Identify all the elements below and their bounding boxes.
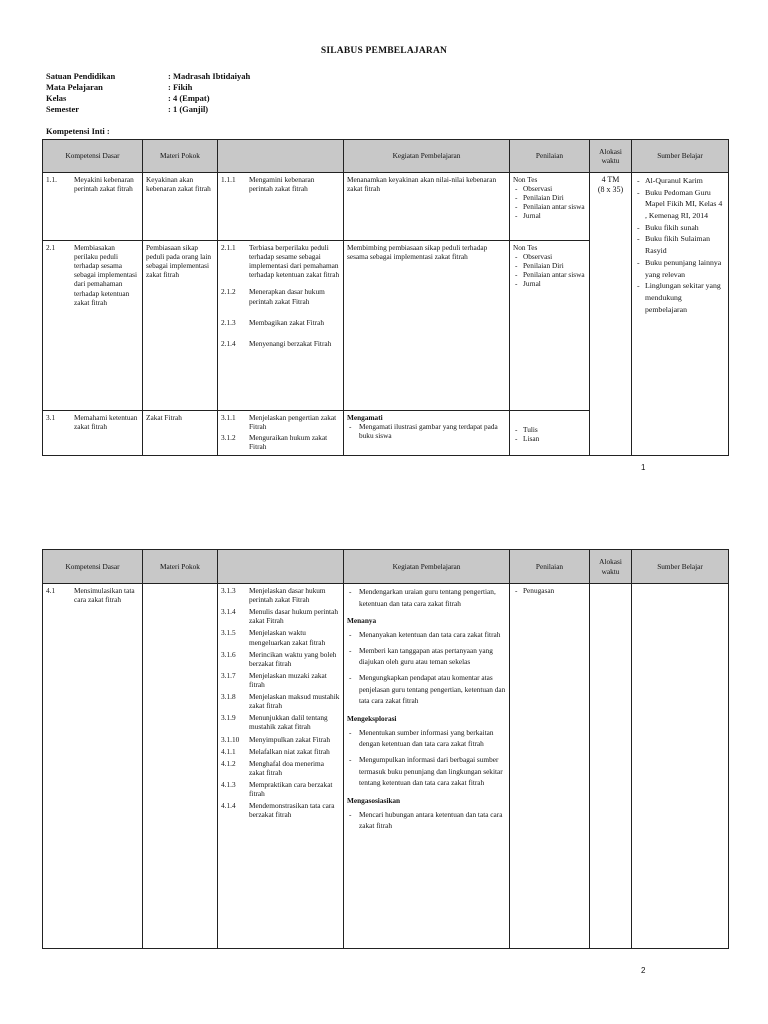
materi-cell bbox=[143, 584, 218, 949]
indikator-cell: 1.1.1 Mengamini kebenaran perintah zakat fitrah bbox=[218, 173, 344, 241]
table-row bbox=[43, 173, 729, 241]
page-number-2: 2 bbox=[641, 966, 646, 975]
sumber-item: - Al-Quranul Karim bbox=[635, 175, 725, 187]
materi-cell: Pembiasaan sikap peduli pada orang lain sebagai implementasi zakat fitrah bbox=[143, 241, 218, 411]
header-sumber: Sumber Belajar bbox=[632, 550, 729, 584]
sumber-cell bbox=[632, 584, 729, 949]
mengeksplorasi-heading: Mengeksplorasi bbox=[347, 714, 397, 724]
indikator-cell: 3.1.3 Menjelaskan dasar hukum perintah zakat Fitrah 3.1.4 Menulis dasar hukum perintah zakat Fitrah 3.1.5 Menjelaskan waktu mengeluarkan zakat fitrah 3.1.6 Merincikan waktu yang boleh berzakat fitrah 3.1.7 Menjelaskan muzaki zakat fitrah 3.1.8 Menjelaskan maksud mustahik zakat fitrah 3.1.9 Menunjukkan dalil tentang mustahik zakat fitrah 3.1.10 Menyimpulkan zakat Fitrah 4.1.1 Melafalkan niat zakat fitrah 4.1.2 Menghafal doa menerima zakat fitrah 4.1.3 Mempraktikan cara berzakat fitrah 4.1.4 Mendemonstrasikan tata cara berzakat fitrah bbox=[218, 584, 344, 949]
page-number-1: 1 bbox=[641, 463, 646, 472]
header-materi-pokok: Materi Pokok bbox=[143, 140, 218, 173]
penilaian-cell: - Penugasan bbox=[510, 584, 590, 949]
sumber-item: - Buku Pedoman Guru Mapel Fikih MI, Kelas 4 , Kemenag RI, 2014 bbox=[635, 187, 725, 222]
page-title: SILABUS PEMBELAJARAN bbox=[320, 46, 448, 56]
kegiatan-cell: Menanamkan keyakinan akan nilai-nilai kebenaran zakat fitrah bbox=[344, 173, 510, 241]
header-penilaian: Penilaian bbox=[510, 550, 590, 584]
sumber-item: - Linglungan sekitar yang mendukung pembelajaran bbox=[635, 280, 725, 315]
kd-cell: 2.1 Membiasakan perilaku peduli terhadap sesama sebagai implementasi dari pemahaman terhadap ketentuan zakat fitrah bbox=[43, 241, 143, 411]
menanya-heading: Menanya bbox=[347, 616, 377, 626]
header-kegiatan: Kegiatan Pembelajaran bbox=[344, 550, 510, 584]
indikator-cell: 3.1.1 Menjelaskan pengertian zakat Fitrah 3.1.2 Menguraikan hukum zakat Fitrah bbox=[218, 411, 344, 456]
header-penilaian: Penilaian bbox=[510, 140, 590, 173]
header-alokasi: Alokasi waktu bbox=[590, 550, 632, 584]
materi-cell: Zakat Fitrah bbox=[143, 411, 218, 456]
sumber-item: - Buku penunjang lainnya yang relevan bbox=[635, 257, 725, 280]
sumber-item: - Buku fikih sunah bbox=[635, 222, 725, 234]
syllabus-table-page2 bbox=[42, 549, 729, 949]
meta-satuan: Satuan Pendidikan : Madrasah Ibtidaiyah bbox=[46, 71, 251, 81]
header-indikator bbox=[218, 140, 344, 173]
alokasi-cell: 4 TM (8 x 35) bbox=[590, 173, 632, 456]
header-kompetensi-dasar: Kompetensi Dasar bbox=[43, 140, 143, 173]
indikator-cell: 2.1.1 Terbiasa berperilaku peduli terhadap sesame sebagai implementasi dari pemahaman terhadap ketentuan zakat fitrah 2.1.2 Menerapkan dasar hukum perintah zakat Fitrah 2.1.3 Membagikan zakat Fitrah 2.1.4 Menyenangi berzakat Fitrah bbox=[218, 241, 344, 411]
kegiatan-cell: Mengamati - Mengamati ilustrasi gambar yang terdapat pada buku siswa bbox=[344, 411, 510, 456]
table-header-row bbox=[43, 550, 729, 584]
penilaian-cell: - Tulis - Lisan bbox=[510, 411, 590, 456]
meta-mapel: Mata Pelajaran : Fikih bbox=[46, 82, 193, 92]
kegiatan-cell: - Mendengarkan uraian guru tentang pengertian, ketentuan dan tata cara zakat fitrah Menanya - Menanyakan ketentuan dan tata cara zakat fitrah - Memberi kan tanggapan atas pertanyaan yang diajukan oleh guru atau teman sekelas - Mengungkapkan pendapat atau komentar atas penjelasan guru tentang pengertian, ketentuan dan tata cara zakat fitrah Mengeksplorasi - Menentukan sumber informasi yang berkaitan dengan ketentuan dan tata cara zakat fitrah - Mengumpulkan informasi dari berbagai sumber termasuk buku penunjang dan lingkungan sekitar tentang ketentuan dan tata cara zakat fitrah Mengasosiasikan - Mencari hubungan antara ketentuan dan tata cara zakat fitrah bbox=[344, 584, 510, 949]
materi-cell: Keyakinan akan kebenaran zakat fitrah bbox=[143, 173, 218, 241]
header-kompetensi-dasar: Kompetensi Dasar bbox=[43, 550, 143, 584]
penilaian-cell: Non Tes - Observasi - Penilaian Diri - Penilaian antar siswa - Jurnal bbox=[510, 241, 590, 411]
penilaian-cell: Non Tes - Observasi - Penilaian Diri - Penilaian antar siswa - Jurnal bbox=[510, 173, 590, 241]
mengasosiasikan-heading: Mengasosiasikan bbox=[347, 796, 401, 806]
header-kegiatan: Kegiatan Pembelajaran bbox=[344, 140, 510, 173]
kd-cell: 3.1 Memahami ketentuan zakat fitrah bbox=[43, 411, 143, 456]
table-header-row bbox=[43, 140, 729, 173]
meta-semester: Semester : 1 (Ganjil) bbox=[46, 104, 209, 114]
kegiatan-cell: Membimbing pembiasaan sikap peduli terhadap sesama sebagai implementasi zakat fitrah bbox=[344, 241, 510, 411]
header-indikator bbox=[218, 550, 344, 584]
sumber-cell bbox=[632, 173, 729, 456]
meta-kelas: Kelas : 4 (Empat) bbox=[46, 93, 210, 103]
sumber-item: - Buku fikih Sulaiman Rasyid bbox=[635, 233, 725, 256]
header-alokasi: Alokasi waktu bbox=[590, 140, 632, 173]
table-row bbox=[43, 584, 729, 949]
kd-cell: 1.1. Meyakini kebenaran perintah zakat fitrah bbox=[43, 173, 143, 241]
kd-cell: 4.1 Mensimulasikan tata cara zakat fitrah bbox=[43, 584, 143, 949]
header-materi-pokok: Materi Pokok bbox=[143, 550, 218, 584]
alokasi-cell bbox=[590, 584, 632, 949]
kompetensi-inti-label: Kompetensi Inti : bbox=[46, 126, 110, 136]
header-sumber: Sumber Belajar bbox=[632, 140, 729, 173]
syllabus-table-page1 bbox=[42, 139, 729, 456]
